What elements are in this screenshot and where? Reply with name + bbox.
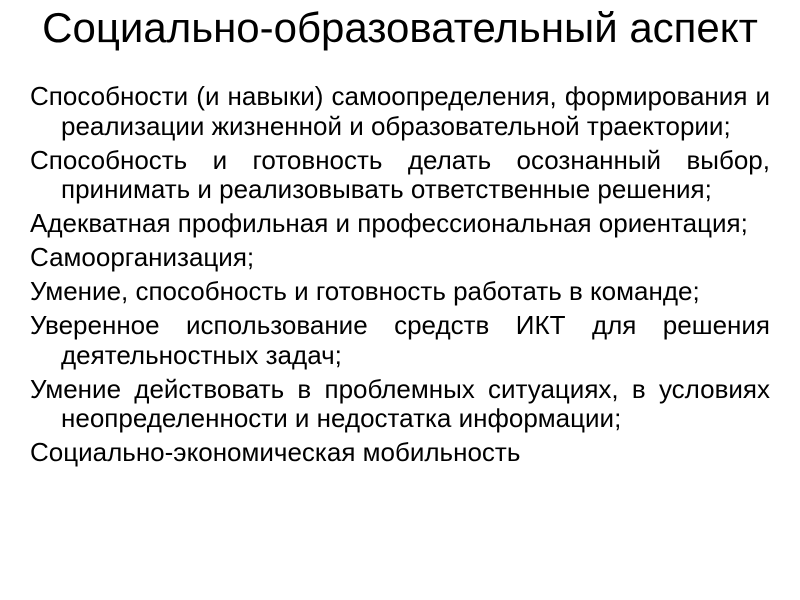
list-item: Самоорганизация; <box>30 242 255 272</box>
list-item: Способности (и навыки) самоопределения, формирования и реализации жизненной и образовательной траектории; <box>30 81 770 141</box>
list-item: Способность и готовность делать осознанный выбор, принимать и реализовывать ответственные решения; <box>30 144 770 204</box>
list-item: Социально-экономическая мобильность <box>30 437 521 467</box>
slide-title: Социально-образовательный аспект <box>42 4 758 51</box>
list-item: Умение, способность и готовность работать в команде; <box>30 276 700 306</box>
list-item: Умение действовать в проблемных ситуациях, в условиях неопределенности и недостатка информации; <box>30 373 770 433</box>
bullet-list <box>30 82 770 472</box>
list-item: Адекватная профильная и профессиональная ориентация; <box>30 208 748 238</box>
list-item: Уверенное использование средств ИКТ для решения деятельностных задач; <box>30 310 770 370</box>
